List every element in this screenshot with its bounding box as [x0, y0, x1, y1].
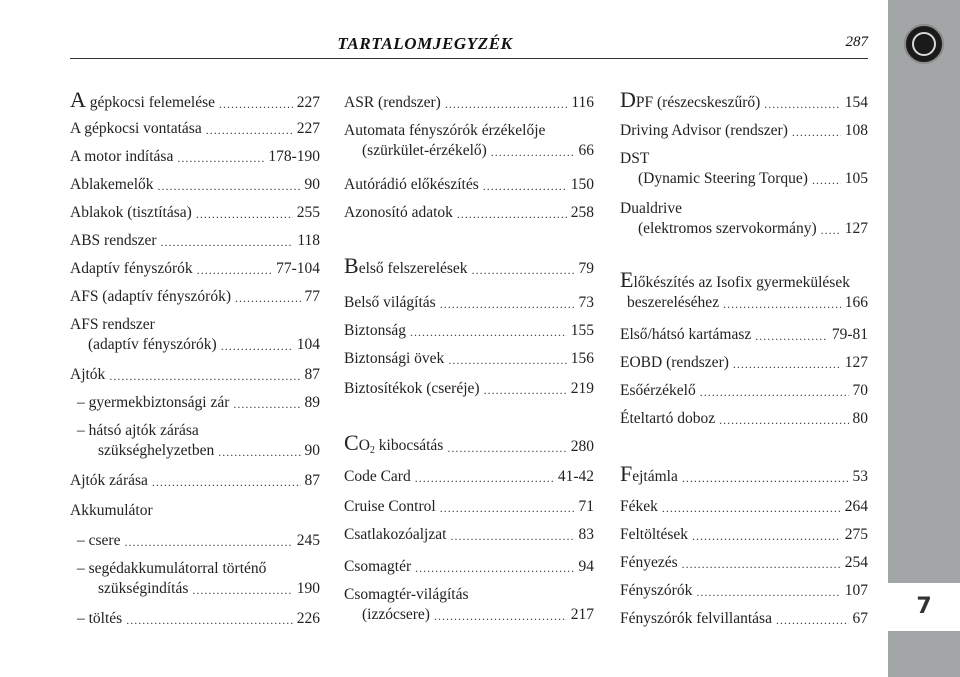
index-entry: Fényszórók ..... 107 [620, 580, 868, 600]
index-entry: Belső felszerelések ..... 79 [344, 258, 594, 278]
chapter-side-tab [888, 0, 960, 677]
index-entry: Első/hátsó kartámasz ..... 79-81 [620, 324, 868, 344]
index-entry: Biztonsági övek ..... 156 [344, 348, 594, 368]
index-entry: Csatlakozóaljzat ..... 83 [344, 524, 594, 544]
index-entry: Code Card ..... 41-42 [344, 466, 594, 486]
index-entry: A gépkocsi felemelése ..... 227 [70, 92, 320, 112]
index-entry: Ételtartó doboz ..... 80 [620, 408, 868, 428]
index-entry: Ajtók ..... 87 [70, 364, 320, 384]
index-entry: Autórádió előkészítés ..... 150 [344, 174, 594, 194]
index-entry: – töltés ..... 226 [70, 608, 320, 628]
index-entry: – csere ..... 245 [70, 530, 320, 550]
index-entry: – gyermekbiztonsági zár ..... 89 [70, 392, 320, 412]
header-rule [70, 58, 868, 59]
index-entry: ASR (rendszer) ..... 116 [344, 92, 594, 112]
index-entry: ABS rendszer ..... 118 [70, 230, 320, 250]
index-entry: Fejtámla ..... 53 [620, 466, 868, 486]
index-entry: Akkumulátor [70, 502, 153, 519]
index-entry: AFS rendszer (adaptív fényszórók) ..... 104 [70, 314, 320, 354]
index-entry: Feltöltések ..... 275 [620, 524, 868, 544]
index-entry: Biztonság ..... 155 [344, 320, 594, 340]
index-entry: Dualdrive (elektromos szervokormány) ..... 127 [620, 198, 868, 238]
index-entry: Driving Advisor (rendszer) ..... 108 [620, 120, 868, 140]
page-title: TARTALOMJEGYZÉK [337, 34, 513, 53]
index-entry: Automata fényszórók érzékelője (szürkület-érzékelő) ..... 66 [344, 120, 594, 160]
index-entry: DPF (részecskeszűrő) ..... 154 [620, 92, 868, 112]
index-entry: Fényszórók felvillantása ..... 67 [620, 608, 868, 628]
index-entry: Előkészítés az Isofix gyermekülések beszereléséhez ..... 166 [620, 272, 868, 312]
lancia-logo-icon [904, 24, 944, 64]
index-entry: $CO_2$ kibocsátás ..... 280 [344, 436, 594, 456]
index-entry: Belső világítás ..... 73 [344, 292, 594, 312]
index-entry: Ablakemelők ..... 90 [70, 174, 320, 194]
index-entry: Ablakok (tisztítása) ..... 255 [70, 202, 320, 222]
index-entry: Biztosítékok (cseréje) ..... 219 [344, 378, 594, 398]
index-entry: Fékek ..... 264 [620, 496, 868, 516]
index-entry: A motor indítása ..... 178-190 [70, 146, 320, 166]
index-entry: Cruise Control ..... 71 [344, 496, 594, 516]
index-entry: Esőérzékelő ..... 70 [620, 380, 868, 400]
index-entry: Ajtók zárása ..... 87 [70, 470, 320, 490]
index-entry: Csomagtér ..... 94 [344, 556, 594, 576]
page-number: 287 [845, 34, 868, 50]
index-entry: Fényezés ..... 254 [620, 552, 868, 572]
index-entry: DST (Dynamic Steering Torque) ..... 105 [620, 148, 868, 188]
index-entry: Azonosító adatok ..... 258 [344, 202, 594, 222]
chapter-number: 7 [888, 583, 960, 631]
index-entry: – hátsó ajtók zárása szükséghelyzetben ..... 90 [70, 420, 320, 460]
index-entry: – segédakkumulátorral történő szükségindítás ..... 190 [70, 558, 320, 598]
index-entry: Adaptív fényszórók ..... 77-104 [70, 258, 320, 278]
index-entry: A gépkocsi vontatása ..... 227 [70, 118, 320, 138]
index-entry: EOBD (rendszer) ..... 127 [620, 352, 868, 372]
index-entry: Csomagtér-világítás (izzócsere) ..... 217 [344, 584, 594, 624]
index-entry: AFS (adaptív fényszórók) ..... 77 [70, 286, 320, 306]
